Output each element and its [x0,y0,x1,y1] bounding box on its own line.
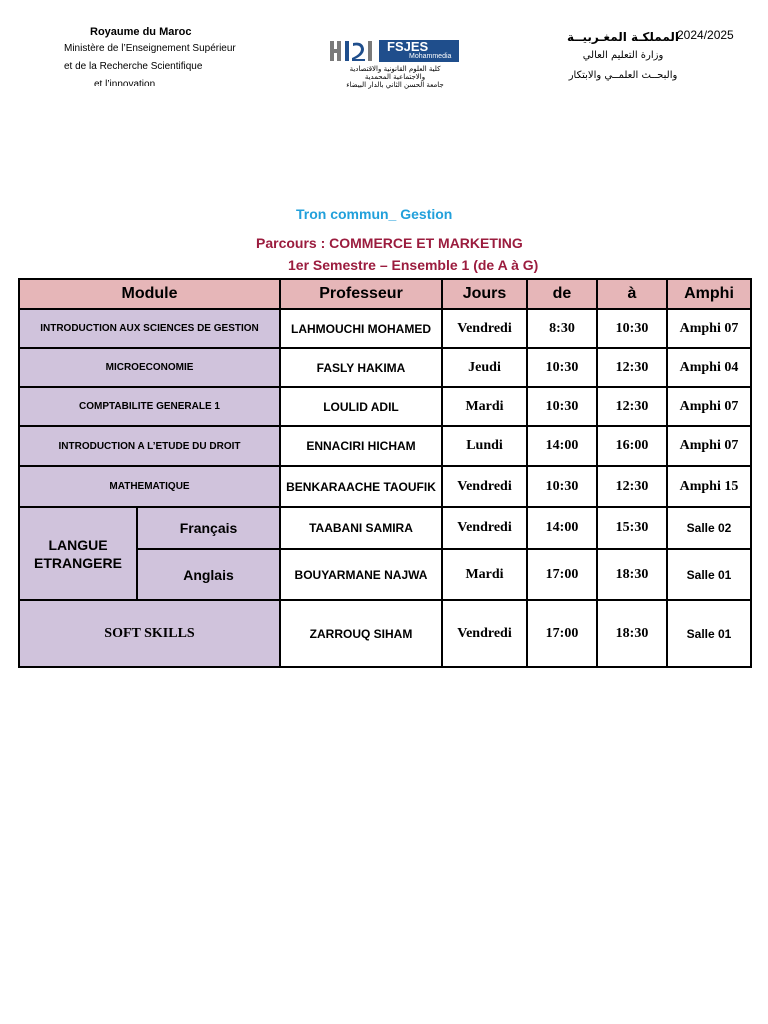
module-cell: MATHEMATIQUE [19,466,280,507]
ministry-line-3: et l’innovation [94,79,156,86]
end-time-cell: 18:30 [597,549,667,600]
room-cell: Amphi 04 [667,348,751,387]
jour-cell: Vendredi [442,507,527,549]
room-cell: Amphi 15 [667,466,751,507]
table-row [19,426,751,466]
logo-name: FSJES [387,39,429,54]
logo-badge [379,40,459,62]
parcours-title: Parcours : COMMERCE ET MARKETING [256,235,523,251]
end-time-cell: 16:00 [597,426,667,466]
tronc-commun-title: Tron commun_ Gestion [296,206,453,222]
professeur-cell: LOULID ADIL [280,387,442,426]
end-time-cell: 12:30 [597,387,667,426]
language-cell-francais: Français [137,507,280,549]
start-time-cell: 14:00 [527,507,597,549]
arabic-ministry-line-1: وزارة التعليم العالي [582,50,664,61]
arabic-ministry-line-2: والبحــث العلمــي والابتكار [568,70,678,81]
logo-arabic-line-3: جامعة الحسن الثاني بالدار البيضاء [346,81,444,89]
logo-arabic-line-1: كلية العلوم القانونية والاقتصادية [349,65,441,73]
jour-cell: Lundi [442,426,527,466]
soft-skills-cell: SOFT SKILLS [19,600,280,667]
end-time-cell: 12:30 [597,348,667,387]
room-cell: Salle 02 [667,507,751,549]
start-time-cell: 14:00 [527,426,597,466]
jour-cell: Mardi [442,387,527,426]
end-time-cell: 12:30 [597,466,667,507]
professeur-cell: FASLY HAKIMA [280,348,442,387]
jour-cell: Mardi [442,549,527,600]
table-header-row [19,279,751,309]
schedule-table [18,278,752,668]
module-cell: MICROECONOMIE [19,348,280,387]
fsjes-logo [328,39,462,91]
logo-arabic-line-2: والاجتماعية المحمدية [364,73,426,81]
end-time-cell: 10:30 [597,309,667,348]
col-header-a: à [597,279,667,309]
module-cell: INTRODUCTION A L’ETUDE DU DROIT [19,426,280,466]
room-cell: Amphi 07 [667,426,751,466]
professeur-cell: BOUYARMANE NAJWA [280,549,442,600]
start-time-cell: 10:30 [527,348,597,387]
ministry-header-fr [60,24,280,86]
start-time-cell: 17:00 [527,549,597,600]
country-name: Royaume du Maroc [90,26,192,38]
room-cell: Amphi 07 [667,387,751,426]
university-emblem-icon [328,39,378,65]
room-cell: Salle 01 [667,549,751,600]
start-time-cell: 17:00 [527,600,597,667]
table-row [19,507,751,549]
jour-cell: Vendredi [442,466,527,507]
table-row [19,309,751,348]
langue-etrangere-cell: LANGUE ETRANGERE [19,507,137,600]
ministry-line-1: Ministère de l’Enseignement Supérieur [64,43,236,54]
academic-year: 2024/2025 [677,28,734,42]
start-time-cell: 10:30 [527,466,597,507]
professeur-cell: ZARROUQ SIHAM [280,600,442,667]
jour-cell: Vendredi [442,309,527,348]
col-header-professeur: Professeur [280,279,442,309]
arabic-country: المملكـة المغـربيــة [566,30,680,44]
logo-subname: Mohammedia [409,53,452,60]
col-header-de: de [527,279,597,309]
professeur-cell: LAHMOUCHI MOHAMED [280,309,442,348]
logo-arabic-text [328,65,462,89]
end-time-cell: 15:30 [597,507,667,549]
col-header-amphi: Amphi [667,279,751,309]
semestre-title: 1er Semestre – Ensemble 1 (de A à G) [288,257,539,273]
professeur-cell: ENNACIRI HICHAM [280,426,442,466]
table-row [19,387,751,426]
col-header-module: Module [19,279,280,309]
start-time-cell: 8:30 [527,309,597,348]
room-cell: Amphi 07 [667,309,751,348]
table-row [19,466,751,507]
start-time-cell: 10:30 [527,387,597,426]
end-time-cell: 18:30 [597,600,667,667]
table-row [19,348,751,387]
jour-cell: Jeudi [442,348,527,387]
ministry-line-2: et de la Recherche Scientifique [64,61,203,72]
jour-cell: Vendredi [442,600,527,667]
professeur-cell: TAABANI SAMIRA [280,507,442,549]
language-cell-anglais: Anglais [137,549,280,600]
table-row [19,600,751,667]
module-cell: INTRODUCTION AUX SCIENCES DE GESTION [19,309,280,348]
module-cell: COMPTABILITE GENERALE 1 [19,387,280,426]
col-header-jours: Jours [442,279,527,309]
professeur-cell: BENKARAACHE TAOUFIK [280,466,442,507]
room-cell: Salle 01 [667,600,751,667]
